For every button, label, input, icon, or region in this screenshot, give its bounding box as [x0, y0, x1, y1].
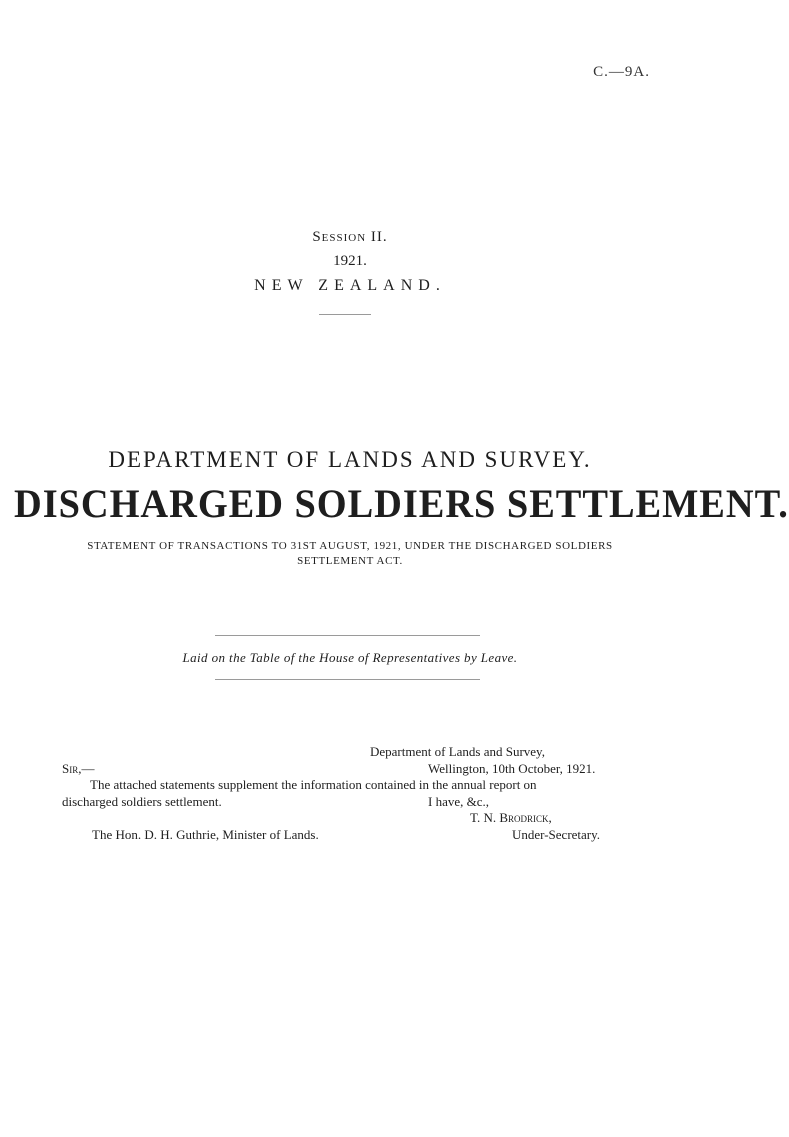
session-year: 1921. [333, 253, 367, 269]
laid-on-table-note: Laid on the Table of the House of Representatives by Leave. [182, 650, 518, 665]
letter-signatory [470, 810, 552, 826]
session-number: II. [370, 229, 388, 245]
divider-bottom [215, 679, 480, 680]
signatory-name: T. N. Brodrick, [470, 810, 552, 825]
letter-body-line-1 [90, 777, 537, 793]
document-reference: C.—9A. [593, 64, 650, 80]
letter-addressee: The Hon. D. H. Guthrie, Minister of Lands. [92, 827, 319, 842]
letter-body-line-2: discharged soldiers settlement. [62, 794, 222, 809]
letter-salutation: Sir,— [62, 761, 95, 776]
country-heading: NEW ZEALAND. [254, 277, 446, 294]
divider-short [319, 314, 371, 315]
letter-closing: I have, &c., [428, 794, 490, 809]
letter-place-date: Wellington, 10th October, 1921. [428, 761, 596, 776]
letter-department-address: Department of Lands and Survey, [370, 744, 545, 759]
letter-body-line-1-text: The attached statements supplement the information contained in the annual report on [90, 777, 537, 792]
session-line [0, 229, 700, 246]
document-title: DISCHARGED SOLDIERS SETTLEMENT. [14, 481, 789, 526]
divider-top [215, 635, 480, 636]
department-heading: DEPARTMENT OF LANDS AND SURVEY. [108, 447, 592, 472]
statement-subtitle-line-1: STATEMENT OF TRANSACTIONS TO 31ST AUGUST, 1921, UNDER THE DISCHARGED SOLDIERS [87, 540, 613, 552]
letter-signatory-title: Under-Secretary. [512, 827, 601, 842]
session-word: Session [312, 229, 367, 245]
statement-subtitle-line-2: SETTLEMENT ACT. [297, 555, 403, 567]
